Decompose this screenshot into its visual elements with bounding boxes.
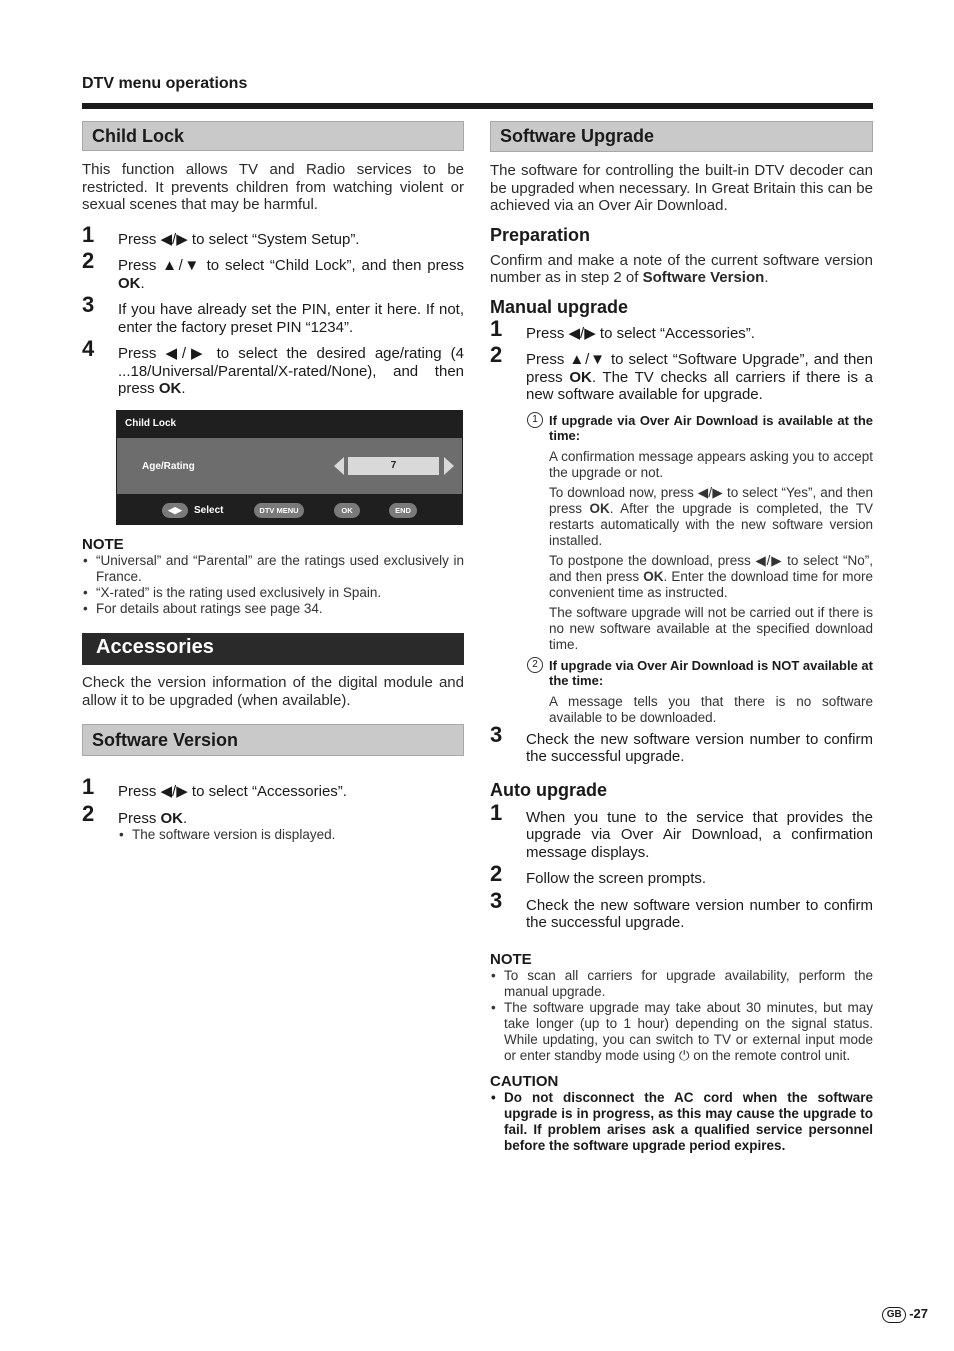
accessories-heading: Accessories xyxy=(82,633,464,665)
child-lock-note-1: • “Universal” and “Parental” are the ratings used exclusively in France. xyxy=(82,553,464,585)
osd-panel xyxy=(117,438,462,494)
software-version-heading: Software Version xyxy=(82,724,464,756)
upgrade-note-2: • The software upgrade may take about 30 minutes, but may take longer (up to 1 hour) depending on the signal status. While updating, you can switch to TV or external input mode or enter standby mode using ⏻ on the remote control unit. xyxy=(490,1000,873,1064)
caution-title: CAUTION xyxy=(490,1072,559,1090)
osd-ok-button: OK xyxy=(334,503,360,518)
left-arrow-icon xyxy=(334,457,344,475)
child-lock-heading: Child Lock xyxy=(82,121,464,151)
preparation-text: Confirm and make a note of the current software version number as in step 2 of Software Version. xyxy=(490,251,873,286)
auto-upgrade-step-1: 1 When you tune to the service that provides the upgrade via Over Air Download, a confirmation message displays. xyxy=(490,799,873,861)
child-lock-step-4: 4 Press ◀/▶ to select the desired age/rating (4 ...18/Universal/Parental/X-rated/None), and then press OK. xyxy=(82,336,464,397)
osd-age-rating-label: Age/Rating xyxy=(142,461,195,472)
region-badge: GB xyxy=(882,1307,906,1323)
page-header: DTV menu operations xyxy=(82,75,248,92)
page-footer xyxy=(882,1306,928,1323)
auto-upgrade-step-2: 2 Follow the screen prompts. xyxy=(490,861,707,887)
auto-upgrade-heading: Auto upgrade xyxy=(490,779,607,800)
osd-title: Child Lock xyxy=(125,418,177,429)
auto-upgrade-step-3: 3 Check the new software version number to confirm the successful upgrade. xyxy=(490,887,873,931)
manual-upgrade-step-1: 1 Press ◀/▶ to select “Accessories”. xyxy=(490,315,755,342)
manual-upgrade-step-3: 3 Check the new software version number to confirm the successful upgrade. xyxy=(490,721,873,765)
caution-text: • Do not disconnect the AC cord when the software upgrade is in progress, as this may cause the upgrade to fail. If problem arises ask a qualified service personnel before the software upgrade period expires. xyxy=(490,1090,873,1154)
manual-upgrade-step-2: 2 Press ▲/▼ to select “Software Upgrade”, and then press OK. The TV checks all carriers if there is a new software available for upgrade. xyxy=(490,342,873,403)
left-column xyxy=(82,121,464,398)
child-lock-note-3: • For details about ratings see page 34. xyxy=(82,601,464,617)
child-lock-step-2: 2 Press ▲/▼ to select “Child Lock”, and then press OK. xyxy=(82,248,464,292)
left-right-arrows-icon: ◀▶ xyxy=(162,503,188,518)
manual-upgrade-case-2: 2 If upgrade via Over Air Download is NOT available at the time: A message tells you that there is no software available to be downloaded. xyxy=(527,658,873,726)
osd-rating-value: 7 xyxy=(348,457,439,475)
child-lock-note-2: • “X-rated” is the rating used exclusively in Spain. xyxy=(82,585,464,601)
page-number: -27 xyxy=(909,1306,928,1321)
header-rule xyxy=(82,103,873,109)
circled-number-1-icon: 1 xyxy=(527,412,543,428)
upgrade-note-title: NOTE xyxy=(490,950,532,968)
software-version-step-1: 1 Press ◀/▶ to select “Accessories”. xyxy=(82,774,347,800)
child-lock-step-3: 3 If you have already set the PIN, enter it here. If not, enter the factory preset PIN “1234”. xyxy=(82,292,464,336)
child-lock-step-1: 1 Press ◀/▶ to select “System Setup”. xyxy=(82,221,360,248)
osd-end-button: END xyxy=(389,503,417,518)
software-upgrade-heading: Software Upgrade xyxy=(490,121,873,152)
manual-upgrade-heading: Manual upgrade xyxy=(490,296,629,317)
software-version-bullet: • The software version is displayed. xyxy=(118,827,464,843)
child-lock-intro: This function allows TV and Radio services to be restricted. It prevents children from watching violent or sexual scenes that may be harmful. xyxy=(82,161,464,213)
circled-number-2-icon: 2 xyxy=(527,657,543,673)
child-lock-note-title: NOTE xyxy=(82,536,124,553)
osd-dtv-menu-button: DTV MENU xyxy=(254,503,304,518)
accessories-intro: Check the version information of the digital module and allow it to be upgraded (when available). xyxy=(82,674,464,709)
osd-select-label: Select xyxy=(194,505,224,516)
upgrade-note-1: • To scan all carriers for upgrade availability, perform the manual upgrade. xyxy=(490,968,873,1000)
manual-upgrade-case-1: 1 If upgrade via Over Air Download is available at the time: A confirmation message appears asking you to accept the upgrade or not. To download now, press ◀/▶ to select “Yes”, and then press OK. After the upgrade is completed, the TV restarts automatically with the new software version installed. To postpone the download, press ◀/▶ to select “No”, and then press OK. Enter the download time for more convenient time as instructed. The software upgrade will not be carried out if there is no new software available at the specified download time. xyxy=(527,413,873,653)
child-lock-osd-screen xyxy=(116,410,463,525)
right-column xyxy=(490,121,873,1154)
preparation-heading: Preparation xyxy=(490,224,591,245)
software-version-step-2: 2 Press OK. xyxy=(82,800,188,827)
software-upgrade-intro: The software for controlling the built-in DTV decoder can be upgraded when necessary. In Great Britain this can be achieved via an Over Air Download. xyxy=(490,162,873,214)
left-column-lower xyxy=(82,536,464,843)
right-arrow-icon xyxy=(444,457,454,475)
